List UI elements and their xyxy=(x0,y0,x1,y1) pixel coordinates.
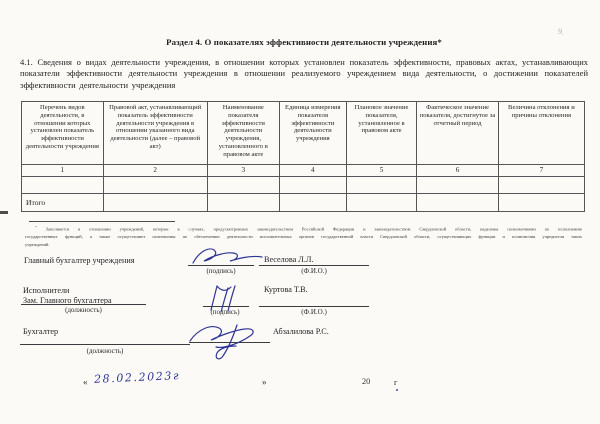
chief-accountant-label: Главный бухгалтер учреждения xyxy=(24,256,135,265)
position-line xyxy=(20,344,190,345)
table-header-cell: Величина отклонения и причины отклонения xyxy=(498,102,584,165)
ink-dot xyxy=(396,389,398,391)
table-header-cell: Правовой акт, устанавливающий показатель эффективности деятельности учреждения в отношении указанного вида деятельности (далее – правовой акт) xyxy=(103,102,207,165)
table-cell-empty xyxy=(103,177,207,194)
signature-ink-deputy-chief xyxy=(206,283,248,313)
pencil-page-mark: 9. xyxy=(557,26,565,37)
close-quote: » xyxy=(262,377,267,387)
fio-caption: (Ф.И.О.) xyxy=(301,308,327,316)
column-number-cell: 3 xyxy=(207,165,279,177)
table-cell-empty xyxy=(103,194,207,212)
table-header-cell: Наименование показателя эффективности деятельности учреждения, установленного в правовом акте xyxy=(207,102,279,165)
signature-caption: (подпись) xyxy=(206,267,236,275)
table-header-cell: Фактическое значение показателя, достигнутое за отчетный период xyxy=(417,102,499,165)
paragraph-4-1 xyxy=(20,57,588,91)
table-cell-empty xyxy=(207,177,279,194)
table-cell-empty xyxy=(346,177,416,194)
footnote-line: государственных функций, а также осуществляют полномочия по обеспечению деятельности исполнительных органов государственной власти Свердловской области, осуществляющих функции и полномочия учредителя таких xyxy=(25,234,582,240)
paragraph-line: эффективности деятельности учреждения xyxy=(20,79,176,90)
footnote-line: учреждений. xyxy=(25,242,50,248)
table-row xyxy=(22,177,585,194)
page-title: Раздел 4. О показателях эффективности деятельности учреждения* xyxy=(166,37,442,47)
executors-label: Исполнители xyxy=(23,286,70,295)
footnote-text: Заполняется в отношении учреждений, которые в случаях, предусмотренных законодательством Российской Федерации и законодательством Свердловской области, наделены полномочиями по исполнению xyxy=(45,226,583,232)
table-header-cell: Перечень видов деятельности, в отношении которых установлен показатель эффективности деятельности учреждения xyxy=(22,102,104,165)
year-century: 20 xyxy=(362,377,371,386)
paragraph-line: 4.1. Сведения о видах деятельности учреждения, в отношении которых установлен показатель эффективности, правовых актах, устанавливающих xyxy=(20,57,588,67)
total-label-cell: Итого xyxy=(22,194,104,212)
fio-caption: (Ф.И.О.) xyxy=(301,267,327,275)
deputy-chief-label: Зам. Главного бухгалтера xyxy=(23,296,112,305)
chief-accountant-name: Веселова Л.Л. xyxy=(264,255,314,264)
column-number-cell: 4 xyxy=(279,165,346,177)
table-cell-empty xyxy=(417,177,499,194)
table-cell-empty xyxy=(346,194,416,212)
footnote-line xyxy=(25,224,582,233)
table-header-row xyxy=(22,102,585,165)
position-caption: (должность) xyxy=(65,306,102,314)
table-cell-empty xyxy=(22,177,104,194)
handwritten-date: 28.02.2023г xyxy=(93,369,181,386)
column-number-cell: 6 xyxy=(417,165,499,177)
table-cell-empty xyxy=(498,177,584,194)
position-caption: (должность) xyxy=(86,347,124,355)
table-cell-empty xyxy=(279,194,346,212)
column-number-cell: 5 xyxy=(346,165,416,177)
table-total-row xyxy=(22,194,585,212)
column-number-cell: 7 xyxy=(498,165,584,177)
footnote xyxy=(25,224,582,249)
footnote-separator xyxy=(29,221,175,222)
performance-indicators-table xyxy=(21,101,585,212)
table-column-number-row xyxy=(22,165,585,177)
accountant-name: Абзалилова Р.С. xyxy=(273,327,329,336)
table-header-cell: Единица измерения показателя эффективности деятельности учреждения xyxy=(279,102,346,165)
table-cell-empty xyxy=(417,194,499,212)
signature-ink-chief-accountant xyxy=(190,244,266,267)
name-line xyxy=(259,306,369,307)
signature-caption: (подпись) xyxy=(210,308,240,316)
signature-ink-accountant xyxy=(184,319,274,363)
paragraph-line: показатели эффективности деятельности учреждения в отношении реализуемого учреждением вида деятельности, о достижении показателей xyxy=(20,68,588,79)
column-number-cell: 1 xyxy=(22,165,104,177)
table-cell-empty xyxy=(498,194,584,212)
footnote-marker: * xyxy=(35,225,37,229)
open-quote: « xyxy=(83,377,88,387)
table-header-cell: Плановое значение показателя, установленное в правовом акте xyxy=(346,102,416,165)
scan-edge-artifact xyxy=(0,211,8,214)
year-letter: г xyxy=(394,378,398,387)
table-cell-empty xyxy=(207,194,279,212)
column-number-cell: 2 xyxy=(103,165,207,177)
deputy-chief-name: Куртова Т.В. xyxy=(264,285,308,294)
table-cell-empty xyxy=(279,177,346,194)
accountant-label: Бухгалтер xyxy=(23,327,59,336)
name-line xyxy=(259,265,369,266)
position-line xyxy=(21,304,146,305)
